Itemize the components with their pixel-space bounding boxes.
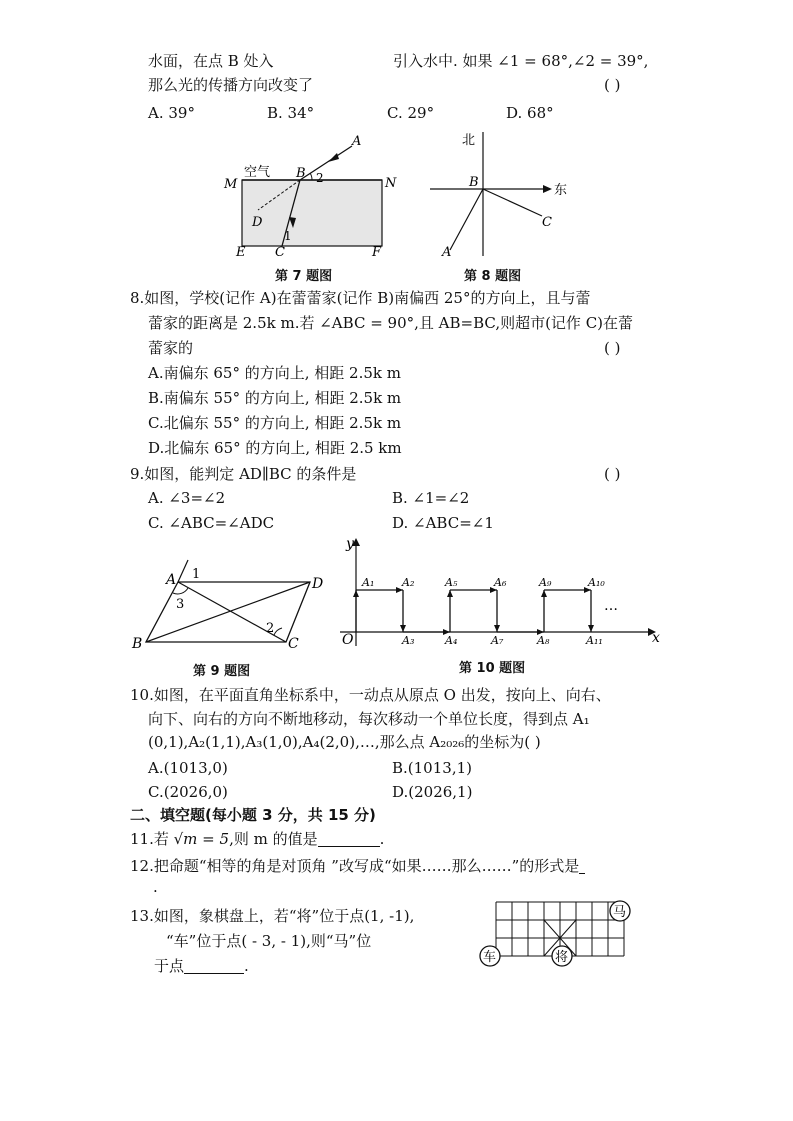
- q11-end: .: [379, 830, 385, 848]
- fig10-label-a8: A₈: [537, 634, 550, 647]
- fig8-label-north: 北: [462, 133, 476, 148]
- q11-expression: √m = 5: [173, 830, 230, 848]
- figure-7: [220, 132, 410, 260]
- q10-stem-line3: (0,1),A₂(1,1),A₃(1,0),A₄(2,0),…,那么点 A₂₀₂₆的坐标为( ): [148, 733, 541, 751]
- q9-option-b: B. ∠1=∠2: [392, 489, 470, 507]
- walk-arrow-icon: [541, 590, 547, 597]
- fig10-label-a6: A₆: [494, 576, 507, 589]
- q13-line2: “车”位于点( - 3, - 1),则“马”位: [166, 932, 372, 950]
- piece-ma-label: 马: [613, 905, 627, 920]
- q8-answer-paren: ( ): [604, 339, 621, 357]
- fig10-label-x: x: [652, 630, 660, 646]
- q8-option-b: B.南偏东 55° 的方向上, 相距 2.5k m: [148, 389, 402, 407]
- q11-text-a: 11.若: [130, 830, 174, 848]
- piece-ma: [610, 901, 630, 921]
- fig10-label-a7: A₇: [491, 634, 504, 647]
- q9-stem: 9.如图，能判定 AD∥BC 的条件是: [130, 465, 357, 483]
- angle-3-arc: [173, 588, 188, 594]
- walk-arrow-icon: [447, 590, 453, 597]
- fig9-label-angle-1: 1: [192, 567, 201, 582]
- fig7-label-air: 空气: [244, 165, 271, 180]
- fig8-label-a: A: [442, 245, 452, 260]
- fig10-label-a3: A₃: [402, 634, 415, 647]
- q12-continuation: .: [153, 878, 158, 896]
- fig10-label-y: y: [346, 536, 354, 552]
- fig9-label-c: C: [288, 636, 299, 652]
- figure-8: [428, 128, 578, 260]
- fig8-label-east: 东: [554, 183, 568, 198]
- q11-line: [130, 832, 384, 847]
- fig10-label-a10: A₁₀: [588, 576, 605, 589]
- q8-option-c: C.北偏东 55° 的方向上, 相距 2.5k m: [148, 414, 402, 432]
- q7-line2: 那么光的传播方向改变了: [148, 76, 314, 94]
- q12-text: 12.把命题“相等的角是对顶角 ”改写成“如果……那么……”的形式是: [130, 857, 580, 875]
- fig7-label-f: F: [372, 245, 382, 260]
- fig7-label-angle-2: 2: [316, 171, 324, 185]
- section2-title: 二、填空题(每小题 3 分，共 15 分): [130, 806, 376, 824]
- incident-ray: [300, 146, 352, 180]
- fig7-label-d: D: [252, 215, 263, 230]
- q8-stem-line1: 8.如图，学校(记作 A)在蕾蕾家(记作 B)南偏西 25°的方向上，且与蕾: [130, 289, 591, 307]
- fig10-label-a1: A₁: [362, 576, 375, 589]
- walk-arrow-icon: [494, 625, 500, 632]
- q10-stem-line1: 10.如图，在平面直角坐标系中，一动点从原点 O 出发，按向上、向右、: [130, 686, 611, 704]
- q7-line1-part-b: 引入水中. 如果 ∠1 = 68°,∠2 = 39°,: [393, 52, 649, 70]
- q9-answer-paren: ( ): [604, 465, 621, 483]
- walk-arrow-icon: [353, 590, 359, 597]
- fig10-caption: 第 10 题图: [459, 661, 526, 676]
- q7-answer-paren: ( ): [604, 76, 621, 94]
- fig8-label-c: C: [542, 215, 552, 230]
- q8-stem-line3: 蕾家的: [148, 339, 194, 357]
- fig9-caption: 第 9 题图: [193, 664, 251, 679]
- fig10-label-origin: O: [342, 632, 354, 648]
- piece-jiang-label: 将: [555, 950, 569, 965]
- walk-arrow-icon: [588, 625, 594, 632]
- fig9-label-angle-3: 3: [176, 597, 185, 612]
- fig10-label-a5: A₅: [445, 576, 458, 589]
- fig7-caption: 第 7 题图: [275, 269, 333, 284]
- q8-option-d: D.北偏东 65° 的方向上, 相距 2.5 km: [148, 439, 402, 457]
- q7-option-a: A. 39°: [148, 104, 195, 122]
- q11-answer-blank[interactable]: [318, 832, 380, 847]
- fig7-label-angle-1: 1: [284, 229, 292, 243]
- fig9-label-a: A: [166, 572, 177, 588]
- fig8-caption: 第 8 题图: [464, 269, 522, 284]
- q7-option-d: D. 68°: [506, 104, 554, 122]
- fig10-ellipsis: …: [604, 598, 618, 614]
- q8-stem-line2: 蕾家的距离是 2.5k m.若 ∠ABC = 90°,且 AB=BC,则超市(记作 C)在蕾: [148, 314, 634, 332]
- angle-2-arc: [310, 173, 312, 180]
- q10-option-b: B.(1013,1): [392, 759, 472, 777]
- fig10-label-a9: A₉: [539, 576, 552, 589]
- piece-che: [480, 946, 500, 966]
- water-container: [242, 180, 382, 246]
- q9-option-d: D. ∠ABC=∠1: [392, 514, 494, 532]
- q11-text-b: ,则 m 的值是: [229, 830, 318, 848]
- q13-line1: 13.如图，象棋盘上，若“将”位于点(1, -1),: [130, 907, 415, 925]
- fig9-label-b: B: [132, 636, 143, 652]
- walk-arrow-icon: [400, 625, 406, 632]
- fig7-label-m: M: [224, 177, 238, 192]
- q13-line3: [154, 959, 249, 974]
- figure-9: [128, 556, 328, 656]
- q10-option-d: D.(2026,1): [392, 783, 473, 801]
- chess-board-figure: [480, 892, 640, 972]
- piece-che-label: 车: [483, 950, 497, 965]
- q10-option-a: A.(1013,0): [148, 759, 228, 777]
- q13-end: .: [244, 957, 249, 975]
- q13-text: 于点: [154, 957, 185, 975]
- fig10-label-a2: A₂: [402, 576, 415, 589]
- east-arrow-icon: [543, 185, 552, 193]
- q12-line: [130, 859, 585, 874]
- angle-2-arc: [274, 628, 282, 635]
- incident-arrow-icon: [328, 153, 339, 162]
- fig9-label-d: D: [312, 576, 324, 592]
- segment-bc: [483, 189, 542, 216]
- q10-option-c: C.(2026,0): [148, 783, 228, 801]
- q12-answer-blank[interactable]: [579, 859, 585, 874]
- fig7-label-c: C: [275, 245, 285, 260]
- q9-option-c: C. ∠ABC=∠ADC: [148, 514, 275, 532]
- q7-option-c: C. 29°: [387, 104, 435, 122]
- fig8-label-b: B: [469, 175, 479, 190]
- fig7-label-a: A: [352, 134, 362, 149]
- fig7-label-e: E: [236, 245, 246, 260]
- q13-answer-blank[interactable]: [184, 959, 244, 974]
- fig7-label-n: N: [385, 176, 397, 191]
- segment-ba: [450, 189, 483, 250]
- q8-option-a: A.南偏东 65° 的方向上, 相距 2.5k m: [148, 364, 401, 382]
- fig7-label-b: B: [296, 166, 306, 181]
- q9-option-a: A. ∠3=∠2: [148, 489, 226, 507]
- diagonal-bd: [146, 582, 310, 642]
- figure-10: [336, 534, 666, 650]
- q7-line1-part-a: 水面，在点 B 处入: [148, 52, 274, 70]
- q10-stem-line2: 向下、向右的方向不断地移动，每次移动一个单位长度，得到点 A₁: [148, 710, 590, 728]
- fig9-label-angle-2: 2: [266, 621, 275, 636]
- extension-ba: [178, 560, 188, 582]
- piece-jiang: [552, 946, 572, 966]
- fig10-label-a4: A₄: [445, 634, 458, 647]
- q7-option-b: B. 34°: [267, 104, 315, 122]
- fig10-label-a11: A₁₁: [586, 634, 603, 647]
